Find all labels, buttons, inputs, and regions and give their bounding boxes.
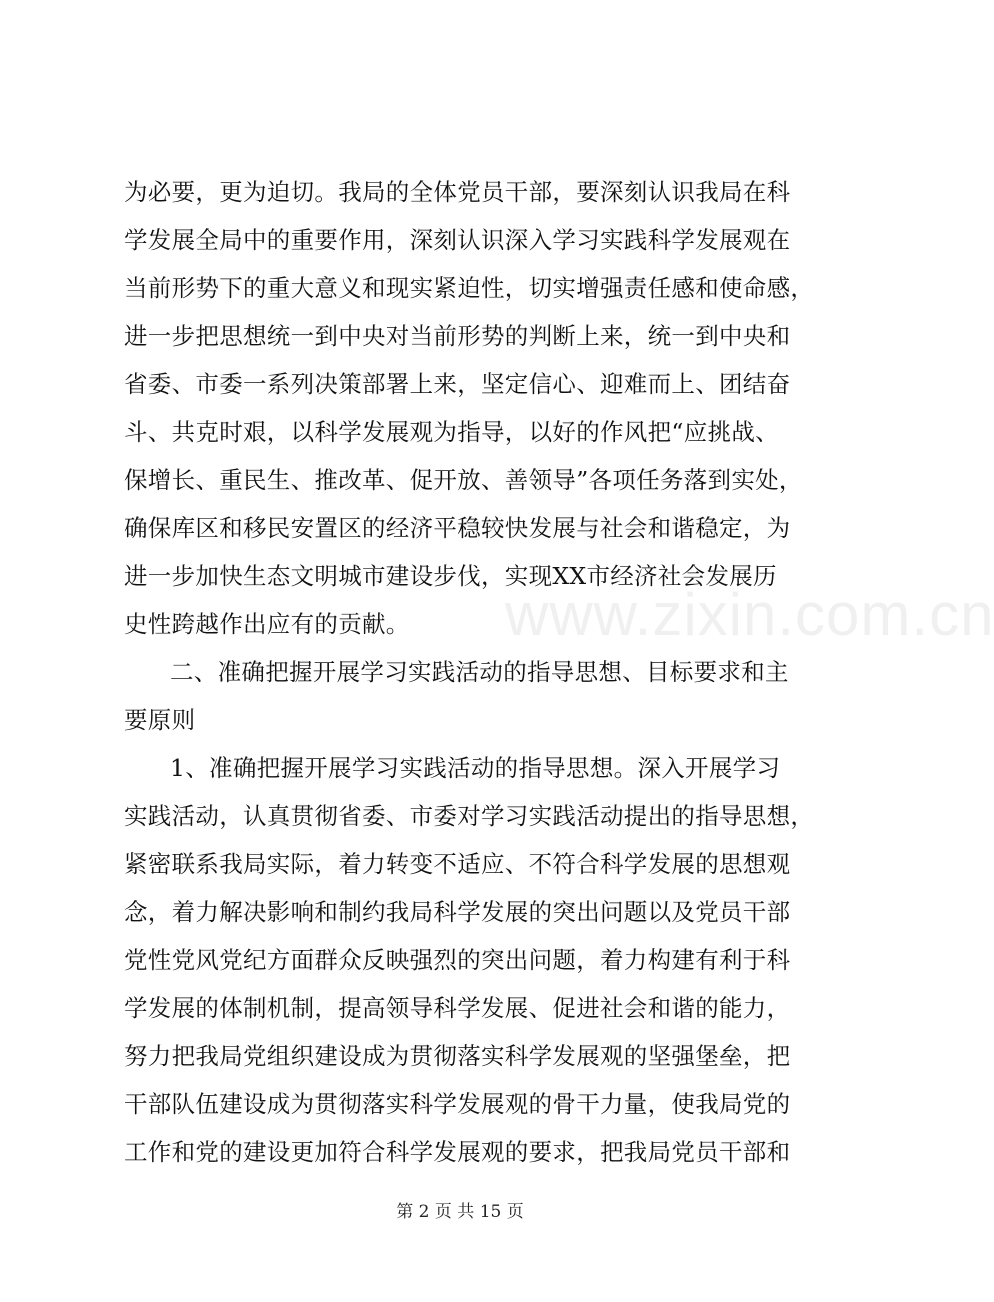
section-heading-2: 二、准确把握开展学习实践活动的指导思想、目标要求和主 (170, 658, 789, 686)
page-footer: 第 2 页 共 15 页 (396, 1202, 524, 1222)
watermark: www.zixin.com.cn (505, 581, 994, 648)
text-line-14: 实践活动，认真贯彻省委、市委对学习实践活动提出的指导思想， (124, 802, 815, 830)
text-line-16: 念，着力解决影响和制约我局科学发展的突出问题以及党员干部 (124, 898, 791, 926)
text-line-17: 党性党风党纪方面群众反映强烈的突出问题，着力构建有利于科 (124, 946, 791, 974)
text-line-10: 史性跨越作出应有的贡献。 (124, 610, 410, 638)
text-line-1: 为必要，更为迫切。我局的全体党员干部，要深刻认识我局在科 (124, 178, 791, 206)
text-line-3: 当前形势下的重大意义和现实紧迫性，切实增强责任感和使命感， (124, 274, 815, 302)
text-line-15: 紧密联系我局实际，着力转变不适应、不符合科学发展的思想观 (124, 850, 791, 878)
text-line-21: 工作和党的建设更加符合科学发展观的要求，把我局党员干部和 (124, 1138, 791, 1166)
paragraph-1-start: 1、准确把握开展学习实践活动的指导思想。深入开展学习 (170, 754, 781, 782)
text-line-9: 进一步加快生态文明城市建设步伐，实现XX市经济社会发展历 (124, 562, 777, 590)
text-line-19: 努力把我局党组织建设成为贯彻落实科学发展观的坚强堡垒，把 (124, 1042, 791, 1070)
text-line-6: 斗、共克时艰，以科学发展观为指导，以好的作风把“应挑战、 (124, 418, 779, 446)
text-line-7: 保增长、重民生、推改革、促开放、善领导”各项任务落到实处， (124, 466, 803, 494)
section-heading-2-cont: 要原则 (124, 706, 196, 734)
text-line-2: 学发展全局中的重要作用，深刻认识深入学习实践科学发展观在 (124, 226, 791, 254)
text-line-5: 省委、市委一系列决策部署上来，坚定信心、迎难而上、团结奋 (124, 370, 791, 398)
text-line-20: 干部队伍建设成为贯彻落实科学发展观的骨干力量，使我局党的 (124, 1090, 791, 1118)
text-line-8: 确保库区和移民安置区的经济平稳较快发展与社会和谐稳定，为 (124, 514, 791, 542)
text-line-18: 学发展的体制机制，提高领导科学发展、促进社会和谐的能力， (124, 994, 791, 1022)
text-line-4: 进一步把思想统一到中央对当前形势的判断上来，统一到中央和 (124, 322, 791, 350)
